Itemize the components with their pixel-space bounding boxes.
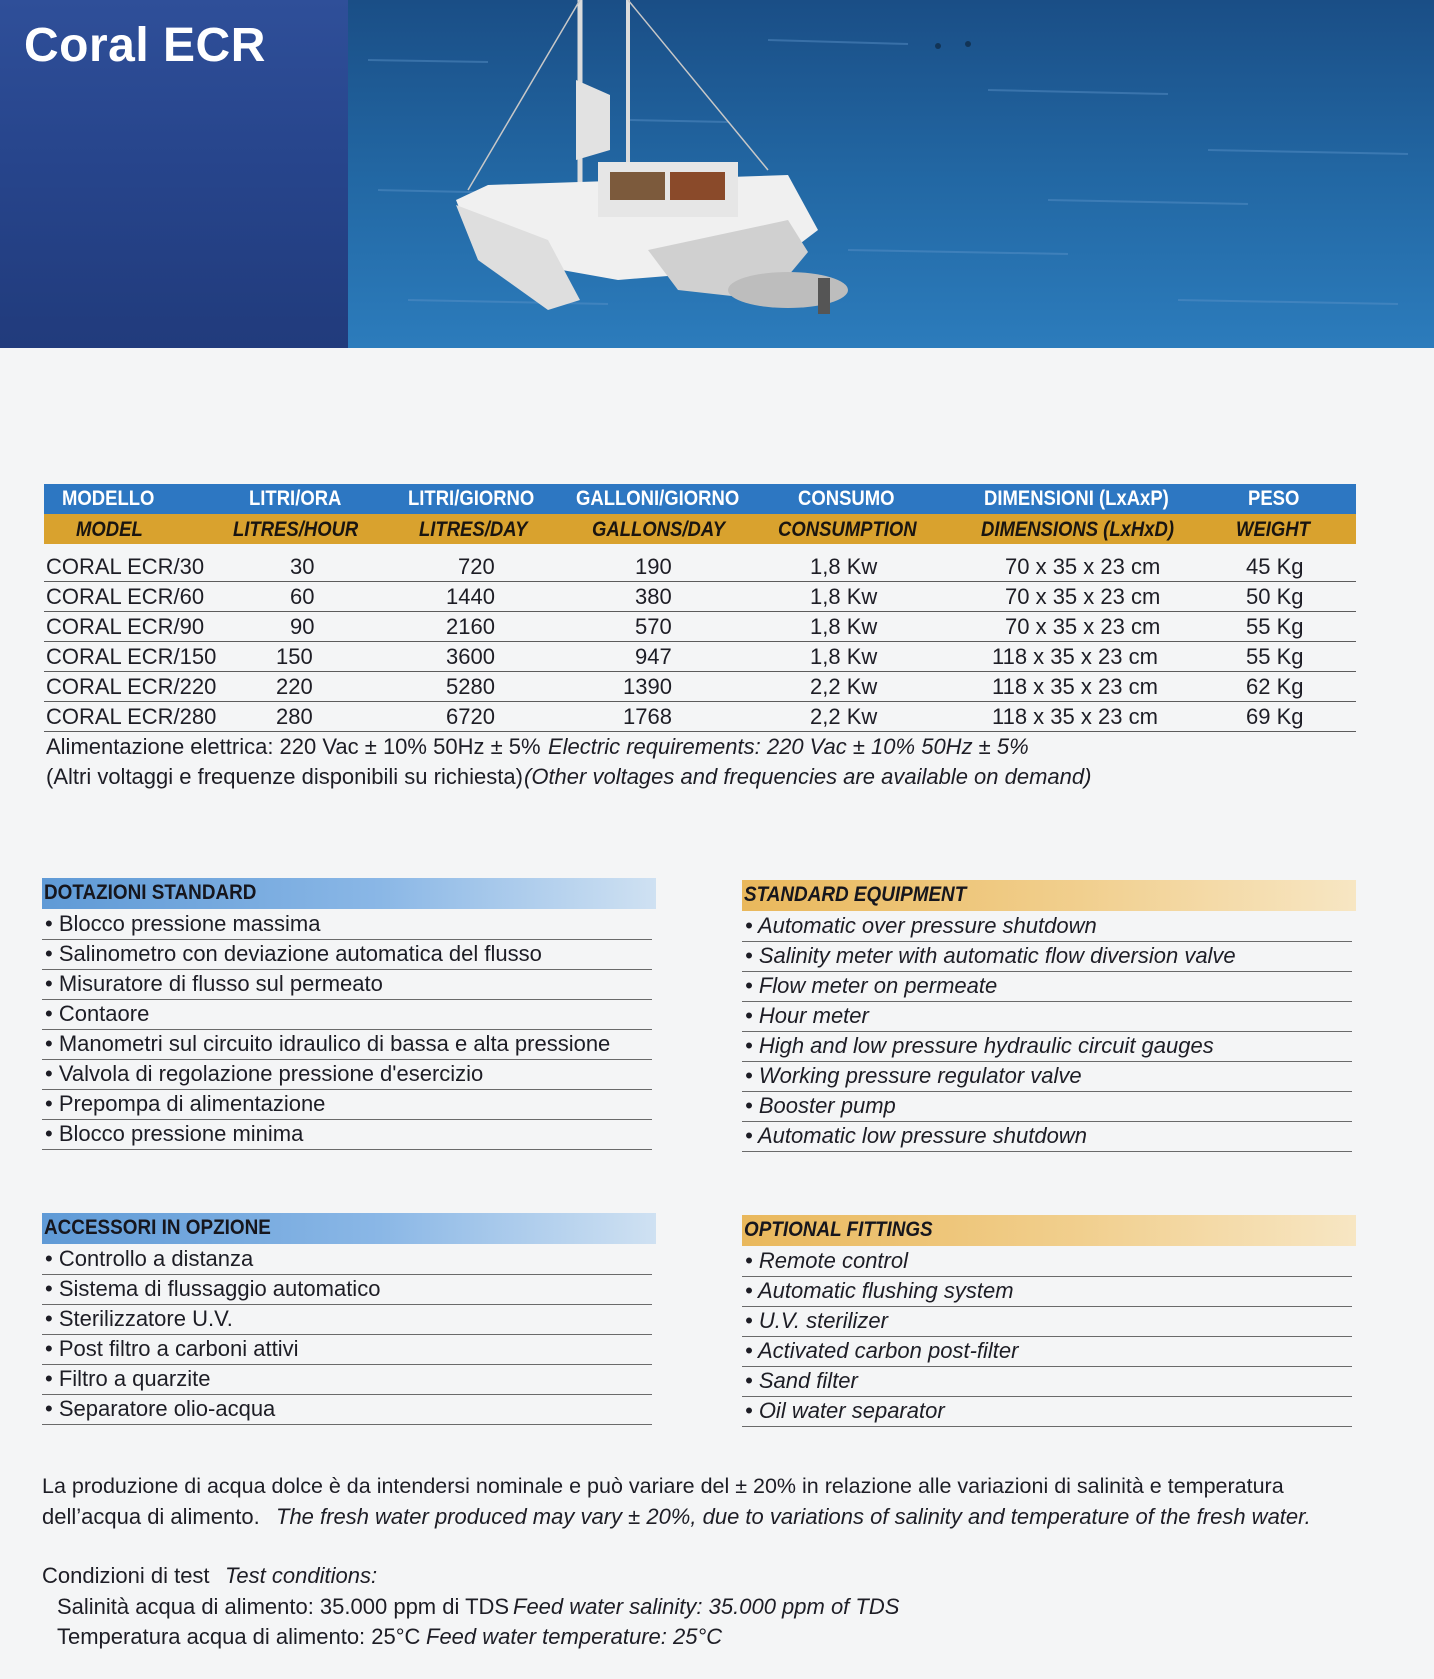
table-cell: 55 Kg [1246, 644, 1304, 669]
list-item: • Post filtro a carboni attivi [42, 1334, 652, 1365]
table-cell: 118 x 35 x 23 cm [992, 674, 1158, 699]
table-cell: 62 Kg [1246, 674, 1304, 699]
table-cell: 280 [276, 704, 313, 729]
test-conditions-en: Test conditions: [225, 1563, 378, 1588]
table-cell: 2,2 Kw [810, 674, 878, 699]
section-header [42, 1213, 656, 1244]
row-divider [44, 641, 1356, 642]
table-cell: 2160 [446, 614, 495, 639]
table-cell: 1,8 Kw [810, 614, 878, 639]
feed-temperature-it: Temperatura acqua di alimento: 25°C [57, 1624, 421, 1649]
table-cell: 5280 [446, 674, 495, 699]
header-banner [0, 0, 1434, 348]
col-header-consumo: CONSUMO [798, 487, 895, 510]
test-conditions-it: Condizioni di test [42, 1563, 210, 1588]
list-item: • U.V. sterilizer [742, 1306, 1352, 1337]
table-cell: 55 Kg [1246, 614, 1304, 639]
power-requirements-it: Alimentazione elettrica: 220 Vac ± 10% 50Hz ± 5% [46, 734, 541, 759]
list-item: • Booster pump [742, 1091, 1352, 1122]
table-cell: 70 x 35 x 23 cm [1005, 554, 1161, 579]
col-header-modello: MODELLO [62, 487, 155, 510]
feed-salinity-en: Feed water salinity: 35.000 ppm of TDS [513, 1594, 900, 1619]
col-header-weight: WEIGHT [1236, 518, 1310, 541]
table-cell: 118 x 35 x 23 cm [992, 644, 1158, 669]
list-item: • Automatic over pressure shutdown [742, 911, 1352, 942]
list-item: • Blocco pressione minima [42, 1119, 652, 1150]
section-header [742, 880, 1356, 911]
table-cell: 70 x 35 x 23 cm [1005, 614, 1161, 639]
table-cell: 70 x 35 x 23 cm [1005, 584, 1161, 609]
list-item: • Automatic low pressure shutdown [742, 1121, 1352, 1152]
list-item: • Oil water separator [742, 1396, 1352, 1427]
section-title: DOTAZIONI STANDARD [44, 881, 257, 904]
section-header [742, 1215, 1356, 1246]
list-item: • Valvola di regolazione pressione d'esercizio [42, 1059, 652, 1090]
table-cell: 69 Kg [1246, 704, 1304, 729]
table-cell: CORAL ECR/150 [46, 644, 217, 669]
list-item: • Filtro a quarzite [42, 1364, 652, 1395]
col-header-litri-giorno: LITRI/GIORNO [408, 487, 535, 510]
table-cell: CORAL ECR/90 [46, 614, 205, 639]
list-item: • Sterilizzatore U.V. [42, 1304, 652, 1335]
col-header-peso: PESO [1248, 487, 1300, 510]
power-note-en: (Other voltages and frequencies are available on demand) [524, 764, 1092, 789]
production-note-it-2: dell’acqua di alimento. [42, 1504, 260, 1529]
table-cell: 3600 [446, 644, 495, 669]
list-item: • Blocco pressione massima [42, 909, 652, 940]
row-divider [44, 671, 1356, 672]
table-cell: CORAL ECR/280 [46, 704, 217, 729]
col-header-litres-hour: LITRES/HOUR [233, 518, 359, 541]
production-note-it: La produzione di acqua dolce è da intendersi nominale e può variare del ± 20% in relazione alle variazioni di salinità e temperatura [42, 1474, 1284, 1498]
list-item: • Controllo a distanza [42, 1244, 652, 1275]
col-header-gallons-day: GALLONS/DAY [592, 518, 726, 541]
list-item: • Salinity meter with automatic flow diversion valve [742, 941, 1352, 972]
table-cell: 1390 [623, 674, 672, 699]
table-cell: 1768 [623, 704, 672, 729]
list-item: • Flow meter on permeate [742, 971, 1352, 1002]
table-cell: 570 [635, 614, 672, 639]
table-cell: 150 [276, 644, 313, 669]
table-cell: 1440 [446, 584, 495, 609]
list-item: • Sistema di flussaggio automatico [42, 1274, 652, 1305]
power-note-it: (Altri voltaggi e frequenze disponibili su richiesta) [46, 764, 523, 789]
table-cell: CORAL ECR/30 [46, 554, 205, 579]
table-cell: 1,8 Kw [810, 644, 878, 669]
production-note-en: The fresh water produced may vary ± 20%, due to variations of salinity and temperature of the fresh water. [276, 1504, 1311, 1529]
table-cell: CORAL ECR/220 [46, 674, 217, 699]
table-cell: 2,2 Kw [810, 704, 878, 729]
table-cell: 90 [290, 614, 315, 639]
section-title: STANDARD EQUIPMENT [744, 883, 967, 906]
col-header-litri-ora: LITRI/ORA [249, 487, 342, 510]
list-item: • High and low pressure hydraulic circuit gauges [742, 1031, 1352, 1062]
section-title: ACCESSORI IN OPZIONE [44, 1216, 271, 1239]
page-title: Coral ECR [24, 19, 266, 72]
catamaran-photo [348, 0, 1434, 348]
list-item: • Contaore [42, 999, 652, 1030]
col-header-dimensioni: DIMENSIONI (LxAxP) [984, 487, 1169, 510]
list-item: • Misuratore di flusso sul permeato [42, 969, 652, 1000]
list-item: • Manometri sul circuito idraulico di bassa e alta pressione [42, 1029, 652, 1060]
col-header-model: MODEL [76, 518, 143, 541]
row-divider [44, 701, 1356, 702]
section-header [42, 878, 656, 909]
row-divider [44, 581, 1356, 582]
table-cell: 118 x 35 x 23 cm [992, 704, 1158, 729]
table-cell: 45 Kg [1246, 554, 1304, 579]
row-divider [44, 731, 1356, 732]
list-item: • Activated carbon post-filter [742, 1336, 1352, 1367]
list-item: • Automatic flushing system [742, 1276, 1352, 1307]
table-cell: 30 [290, 554, 315, 579]
list-item: • Working pressure regulator valve [742, 1061, 1352, 1092]
col-header-litres-day: LITRES/DAY [419, 518, 528, 541]
list-item: • Sand filter [742, 1366, 1352, 1397]
table-cell: 1,8 Kw [810, 584, 878, 609]
feed-salinity-it: Salinità acqua di alimento: 35.000 ppm di TDS [57, 1594, 510, 1619]
list-item: • Remote control [742, 1246, 1352, 1277]
table-cell: CORAL ECR/60 [46, 584, 205, 609]
table-cell: 6720 [446, 704, 495, 729]
table-cell: 50 Kg [1246, 584, 1304, 609]
list-item: • Salinometro con deviazione automatica del flusso [42, 939, 652, 970]
list-item: • Hour meter [742, 1001, 1352, 1032]
table-cell: 380 [635, 584, 672, 609]
row-divider [44, 611, 1356, 612]
table-cell: 60 [290, 584, 315, 609]
table-cell: 720 [458, 554, 495, 579]
col-header-dimensions: DIMENSIONS (LxHxD) [981, 518, 1175, 541]
list-item: • Prepompa di alimentazione [42, 1089, 652, 1120]
col-header-galloni-giorno: GALLONI/GIORNO [576, 487, 740, 510]
section-title: OPTIONAL FITTINGS [744, 1218, 933, 1241]
table-cell: 1,8 Kw [810, 554, 878, 579]
list-item: • Separatore olio-acqua [42, 1394, 652, 1425]
title-panel [0, 0, 348, 348]
power-requirements-en: Electric requirements: 220 Vac ± 10% 50Hz ± 5% [548, 734, 1029, 759]
col-header-consumption: CONSUMPTION [778, 518, 917, 541]
table-cell: 947 [635, 644, 672, 669]
table-cell: 220 [276, 674, 313, 699]
table-cell: 190 [635, 554, 672, 579]
feed-temperature-en: Feed water temperature: 25°C [426, 1624, 723, 1649]
